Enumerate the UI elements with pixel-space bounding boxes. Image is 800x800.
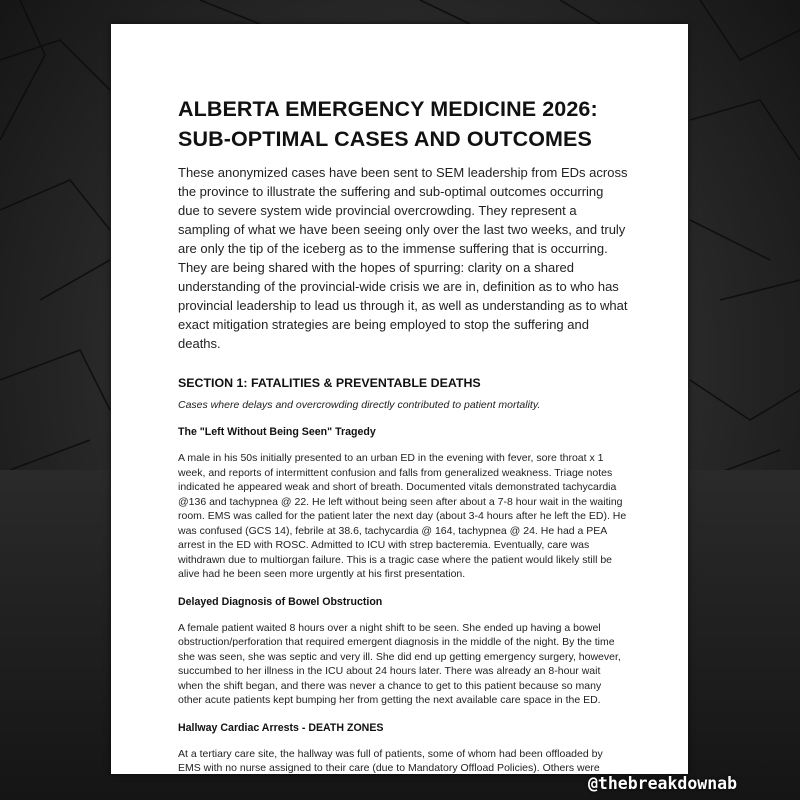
document-title: ALBERTA EMERGENCY MEDICINE 2026: SUB-OPTIMAL CASES AND OUTCOMES — [178, 97, 598, 151]
document-page — [111, 24, 688, 774]
case-body: A male in his 50s initially presented to an urban ED in the evening with fever, sore throat x 1 week, and reports of intermittent confusion and falls from generalized weakness. Triage notes indicated he appeared weak and short of breath. Documented vitals demonstrated tachycardia @136 and tachypnea @ 22. He left without being seen after about a 7-8 hour wait in the waiting room. EMS was called for the patient later the next day (about 3-4 hours after he left the ED). He was confused (GCS 14), febrile at 38.6, tachycardia @ 164, tachypnea @ 24. He had a PEA arrest in the ED with ROSC. Admitted to ICU with strep bacteremia. Eventually, care was withdrawn due to multiorgan failure. This is a tragic case where the patient would likely still be alive had he been seen more urgently at his first presentation. — [178, 452, 627, 580]
case-title: The "Left Without Being Seen" Tragedy — [178, 426, 376, 438]
section-heading: SECTION 1: FATALITIES & PREVENTABLE DEATHS — [178, 376, 481, 390]
case-title: Delayed Diagnosis of Bowel Obstruction — [178, 595, 383, 608]
case-title: Hallway Cardiac Arrests - DEATH ZONES — [178, 721, 384, 734]
intro-paragraph: These anonymized cases have been sent to SEM leadership from EDs across the province to illustrate the suffering and sub-optimal outcomes occurring due to severe system wide provincial overcrowding. They represent a sampling of what we have been seeing only over the last two weeks, and truly are only the tip of the iceberg as to the immense suffering that is occurring. They are being shared with the hopes of spurring: clarity on a shared understanding of the provincial-wide crisis we are in, definition as to who has provincial leadership to lead us through it, as well as understanding as to what exact mitigation strategies are being employed to stop the suffering and deaths. — [178, 165, 628, 351]
section-subheading: Cases where delays and overcrowding directly contributed to patient mortality. — [178, 399, 541, 411]
document-content — [178, 94, 628, 774]
case-body: A female patient waited 8 hours over a night shift to be seen. She ended up having a bowel obstruction/perforation that required emergent diagnosis in the middle of the night. By the time she was seen, she was septic and very ill. She did end up getting emergency surgery, however, succumbed to her illness in the ICU about 24 hours later. There was already an 8-hour wait when the shift began, and there was never a chance to get to this patient because so many other acute patients kept bumping her from getting the next available care space in the ED. — [178, 621, 621, 706]
case-body: At a tertiary care site, the hallway was full of patients, some of whom had been offloaded by EMS with no nurse assigned to their care (due to Mandatory Offload Policies). Others were — [178, 747, 603, 774]
social-handle-watermark: @thebreakdownab — [588, 774, 738, 793]
